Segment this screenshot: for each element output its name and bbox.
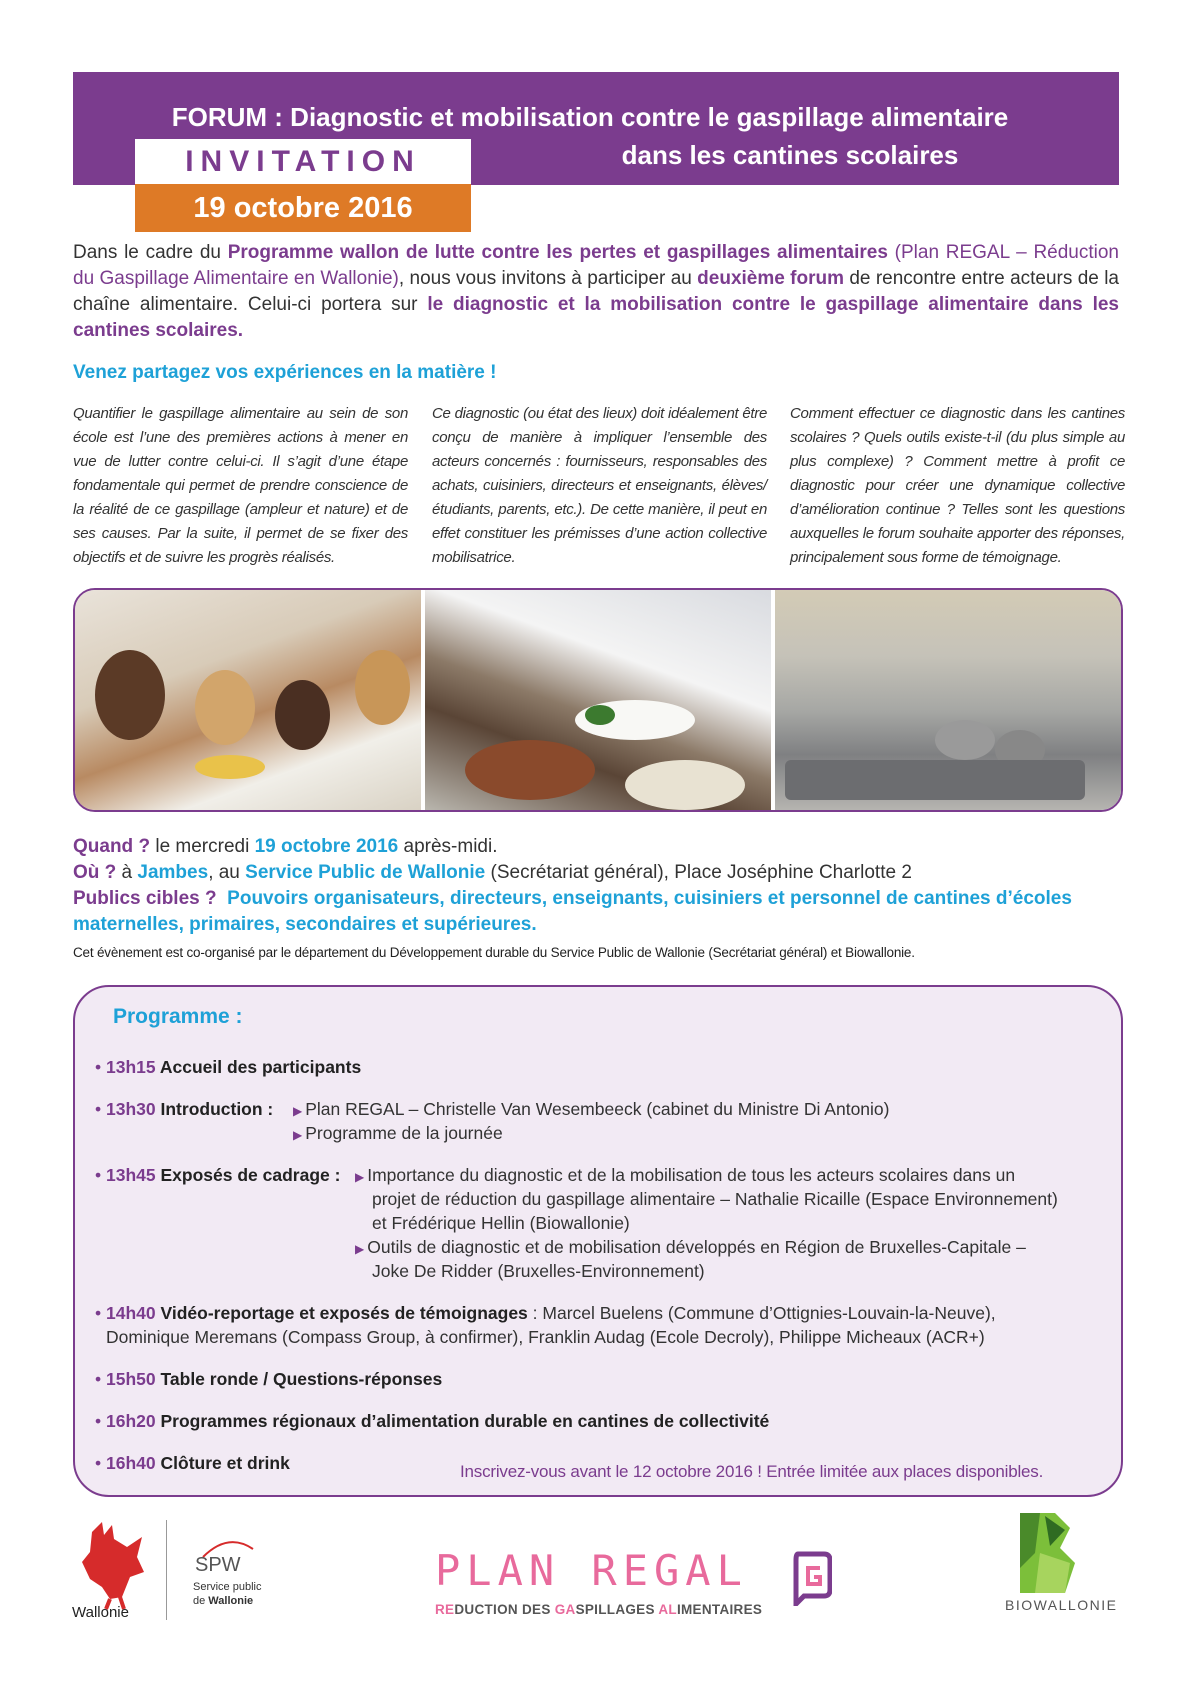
invitation-label: INVITATION bbox=[135, 139, 471, 184]
coorganization-note: Cet évènement est co-organisé par le département du Développement durable du Service Public de Wallonie (Secrétariat général) et Biowallonie. bbox=[73, 945, 915, 960]
event-date-badge: 19 octobre 2016 bbox=[135, 184, 471, 232]
programme-subitem-cont: et Frédérique Hellin (Biowallonie) bbox=[372, 1213, 630, 1233]
info-public: Publics cibles ? Pouvoirs organisateurs, directeurs, enseignants, cuisiniers et personnel de cantines d’écoles maternelles, primaires, secondaires et supérieures. bbox=[73, 888, 1072, 935]
photo-food-service bbox=[421, 590, 771, 810]
column-quantify: Quantifier le gaspillage alimentaire au sein de son école est l’une des premières actions à mener en vue de lutter contre celui-ci. Il s’agit d’une étape fondamentale qui permet de prendre conscience de la réalité de ce gaspillage (ampleur et nature) et de ses causes. Par la suite, il permet de se fixer des objectifs et de suivre les progrès réalisés. bbox=[73, 405, 408, 566]
plan-regal-logo: PLAN REGAL bbox=[435, 1546, 748, 1595]
title-line-1: FORUM : Diagnostic et mobilisation contre le gaspillage alimentaire bbox=[171, 102, 1009, 132]
programme-item: • 13h15 Accueil des participants bbox=[95, 1057, 362, 1077]
plan-name: (Plan REGAL – Réduction du Gaspillage Alimentaire en Wallonie) bbox=[73, 242, 1119, 289]
registration-note: Inscrivez-vous avant le 12 octobre 2016 ! Entrée limitée aux places disponibles. bbox=[460, 1462, 1044, 1481]
programme-subitem: ▶ Importance du diagnostic et de la mobilisation de tous les acteurs scolaires dans un bbox=[355, 1165, 1016, 1185]
column-diagnostic: Ce diagnostic (ou état des lieux) doit idéalement être conçu de manière à impliquer l’ensemble des acteurs concernés : fournisseurs, responsables des achats, cuisiniers, directeurs et enseignants, élèves/ étudiants, parents, etc.). De cette manière, il peut en effet constituer les prémisses d’une action collective mobilisatrice. bbox=[432, 405, 767, 566]
regal-g-icon bbox=[790, 1550, 832, 1606]
programme-item: • 16h20 Programmes régionaux d’alimentation durable en cantines de collectivité bbox=[95, 1411, 770, 1431]
forum-label: deuxième forum bbox=[697, 268, 844, 289]
photo-kitchen bbox=[771, 590, 1121, 810]
info-when: Quand ? le mercredi 19 octobre 2016 après-midi. bbox=[73, 836, 498, 857]
photo-children-eating bbox=[75, 590, 421, 810]
spw-text: SPW bbox=[195, 1554, 241, 1576]
programme-subitem: ▶ Programme de la journée bbox=[293, 1123, 503, 1143]
intro-text-3: de rencontre entre acteurs de la chaîne alimentaire. Celui-ci portera sur bbox=[73, 268, 1119, 315]
program-name: Programme wallon de lutte contre les pertes et gaspillages alimentaires bbox=[227, 242, 888, 263]
triangle-bullet-icon: ▶ bbox=[355, 1242, 365, 1256]
forum-topic: le diagnostic et la mobilisation contre le gaspillage alimentaire dans les cantines scolaires. bbox=[73, 294, 1119, 341]
spw-logo-icon bbox=[193, 1537, 263, 1577]
intro-text-1: Dans le cadre du bbox=[73, 242, 228, 263]
triangle-bullet-icon: ▶ bbox=[293, 1128, 303, 1142]
logo-divider bbox=[166, 1520, 167, 1620]
triangle-bullet-icon: ▶ bbox=[293, 1104, 303, 1118]
plan-regal-subtitle: REDUCTION DES GASPILLAGES ALIMENTAIRES bbox=[435, 1602, 763, 1617]
wallonie-label: Wallonie bbox=[72, 1604, 129, 1621]
programme-subitem-cont: Joke De Ridder (Bruxelles-Environnement) bbox=[372, 1261, 705, 1281]
triangle-bullet-icon: ▶ bbox=[355, 1170, 365, 1184]
spw-label: Service public de Wallonie bbox=[193, 1581, 262, 1607]
intro-paragraph bbox=[73, 240, 1119, 344]
programme-subitem: ▶ Outils de diagnostic et de mobilisation développés en Région de Bruxelles-Capitale – bbox=[355, 1237, 1026, 1257]
info-where: Où ? à Jambes, au Service Public de Wallonie (Secrétariat général), Place Joséphine Charlotte 2 bbox=[73, 862, 912, 883]
programme-subitem: ▶ Plan REGAL – Christelle Van Wesembeeck (cabinet du Ministre Di Antonio) bbox=[293, 1099, 890, 1119]
wallonie-rooster-icon bbox=[72, 1517, 152, 1617]
programme-item: • 16h40 Clôture et drink bbox=[95, 1453, 290, 1473]
programme-item: • 14h40 Vidéo-reportage et exposés de témoignages : Marcel Buelens (Commune d’Ottignies-Louvain-la-Neuve), bbox=[95, 1303, 996, 1323]
programme-subitem-cont: projet de réduction du gaspillage alimentaire – Nathalie Ricaille (Espace Environnement) bbox=[372, 1189, 1058, 1209]
biowallonie-label: BIOWALLONIE bbox=[1005, 1597, 1118, 1613]
column-questions: Comment effectuer ce diagnostic dans les cantines scolaires ? Quels outils existe-t-il (du plus simple au plus complexe) ? Comment mettre à profit ce diagnostic pour créer une dynamique collective d’amélioration continue ? Telles sont les questions auxquelles le forum souhaite apporter des réponses, principalement sous forme de témoignage. bbox=[790, 405, 1125, 566]
programme-item: • 13h45 Exposés de cadrage : bbox=[95, 1165, 341, 1185]
programme-item-cont: Dominique Meremans (Compass Group, à confirmer), Franklin Audag (Ecole Decroly), Philippe Micheaux (ACR+) bbox=[106, 1327, 985, 1347]
share-heading: Venez partagez vos expériences en la matière ! bbox=[73, 362, 497, 383]
programme-title: Programme : bbox=[113, 1005, 243, 1028]
programme-item: • 15h50 Table ronde / Questions-réponses bbox=[95, 1369, 443, 1389]
biowallonie-logo-icon bbox=[1010, 1508, 1092, 1600]
event-info bbox=[73, 834, 1133, 938]
intro-text-2: , nous vous invitons à participer au bbox=[398, 268, 698, 289]
photo-strip bbox=[73, 588, 1123, 812]
title-line-2: dans les cantines scolaires bbox=[621, 140, 959, 170]
programme-item: • 13h30 Introduction : bbox=[95, 1099, 274, 1119]
